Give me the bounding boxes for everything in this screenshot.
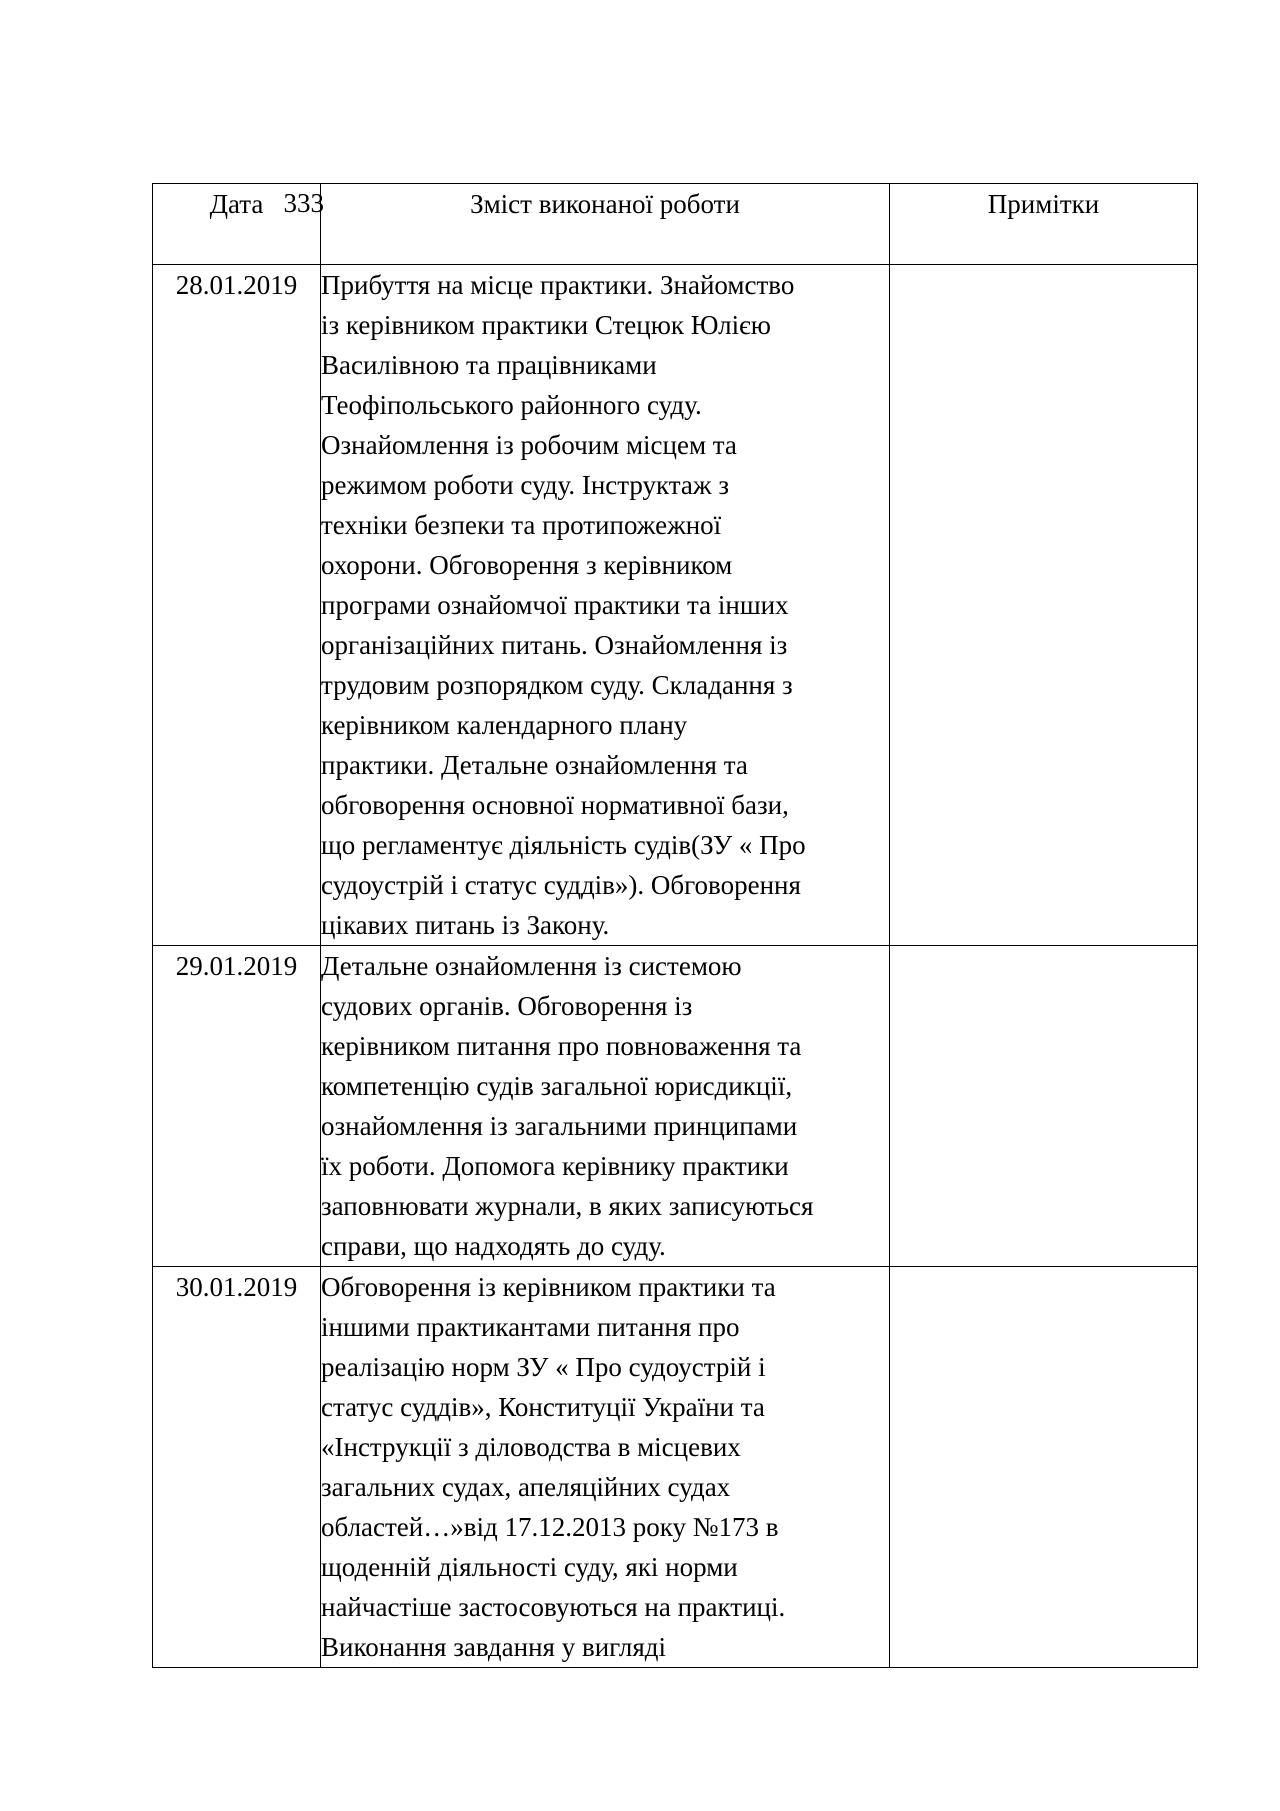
header-date-label: Дата [209,189,264,219]
content-line: Детальне ознайомлення із системою [321,951,742,981]
row-notes-cell [890,946,1198,1267]
table-row [153,946,1198,1267]
content-line: режимом роботи суду. Інструктаж з [321,470,729,500]
page-number: 333 [283,188,324,218]
row-content-cell [321,265,890,946]
header-content-label: Зміст виконаної роботи [470,189,740,219]
row-content-cell [321,946,890,1267]
content-line: судоустрій і статус суддів»). Обговорення [321,870,801,900]
content-line: Прибуття на місце практики. Знайомство [321,270,795,300]
content-line: компетенцію судів загальної юрисдикції, [321,1071,793,1101]
content-line: «Інструкції з діловодства в місцевих [321,1432,741,1462]
table-row [153,265,1198,946]
row-notes-cell [890,265,1198,946]
content-line: практики. Детальне ознайомлення та [321,750,748,780]
content-line: трудовим розпорядком суду. Складання з [321,670,793,700]
content-line: із керівником практики Стецюк Юлією [321,310,771,340]
content-line: Василівною та працівниками [321,350,657,380]
table-header-row [153,184,1198,265]
row-notes-cell [890,1267,1198,1668]
content-line: охорони. Обговорення з керівником [321,550,733,580]
content-line: Теофіпольського районного суду. [321,390,702,420]
content-line: іншими практикантами питання про [321,1312,740,1342]
content-line: організаційних питань. Ознайомлення із [321,630,788,660]
row-date-cell [153,946,321,1267]
content-line: реалізацію норм ЗУ « Про судоустрій і [321,1352,766,1382]
content-line: справи, що надходять до суду. [321,1231,666,1261]
row-date-cell [153,265,321,946]
content-line: ознайомлення із загальними принципами [321,1111,798,1141]
practice-journal-table [152,183,1198,1668]
content-line: Обговорення із керівником практики та [321,1272,776,1302]
table-row [153,1267,1198,1668]
content-line: обговорення основної нормативної бази, [321,790,789,820]
content-line: керівником питання про повноваження та [321,1031,802,1061]
content-line: судових органів. Обговорення із [321,991,693,1021]
content-line: техніки безпеки та протипожежної [321,510,722,540]
content-line: цікавих питань із Закону. [321,910,610,940]
header-content-cell [321,184,890,265]
row-date-cell [153,1267,321,1668]
content-line: програми ознайомчої практики та інших [321,590,789,620]
content-line: заповнювати журнали, в яких записуються [321,1191,814,1221]
content-line: їх роботи. Допомога керівнику практики [321,1151,789,1181]
content-line: Виконання завдання у вигляді [321,1632,667,1662]
content-line: що регламентує діяльність судів(ЗУ « Про [321,830,806,860]
row-date: 28.01.2019 [175,270,298,300]
content-line: щоденній діяльності суду, які норми [321,1552,738,1582]
row-content-cell [321,1267,890,1668]
header-notes-cell [890,184,1198,265]
content-line: керівником календарного плану [321,710,688,740]
content-line: областей…»від 17.12.2013 року №173 в [321,1512,779,1542]
header-notes-label: Примітки [987,189,1100,219]
header-date-cell [153,184,324,265]
content-line: статус суддів», Конституції України та [321,1392,765,1422]
content-line: загальних судах, апеляційних судах [321,1472,731,1502]
content-line: найчастіше застосовуються на практиці. [321,1592,786,1622]
content-line: Ознайомлення із робочим місцем та [321,430,737,460]
row-date: 29.01.2019 [175,951,298,981]
row-date: 30.01.2019 [175,1272,298,1302]
